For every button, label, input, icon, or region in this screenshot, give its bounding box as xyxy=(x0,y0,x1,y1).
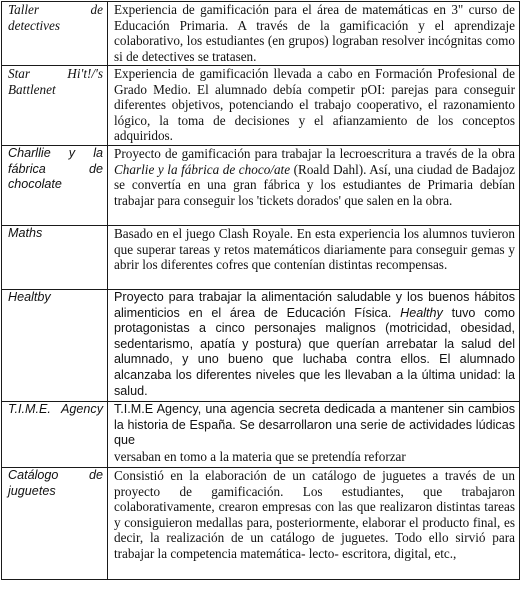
description-text: Proyecto de gamificación para trabajar la lecroescritura a través de la obra xyxy=(114,146,515,161)
experience-name: Catálogo de juguetes xyxy=(2,468,108,580)
experience-name: Charllie y la fábrica de chocolate xyxy=(2,146,108,226)
experience-name: Maths xyxy=(2,226,108,290)
experience-name: T.I.M.E. Agency xyxy=(2,402,108,468)
experience-description xyxy=(108,146,520,226)
experience-description: Experiencia de gamificación para el área de matemáticas en 3" curso de Educación Primaria. A través de la gamificación y el aprendizaje colaborativo, los estudiantes (en grupos) lograban resolver incógnitas como si de detectives se tratasen. xyxy=(108,2,520,66)
table-row xyxy=(2,146,520,226)
description-text: Proyecto para trabajar la alimentación saludable y los buenos hábitos alimenticios en el área de Educación Física. xyxy=(114,290,515,320)
experience-description xyxy=(108,290,520,402)
experience-description: Experiencia de gamificación llevada a cabo en Formación Profesional de Grado Medio. El alumnado debía competir pOI: parejas para conseguir diferentes objetivos, potenciando el trabajo cooperativo, el razonamiento lógico, la toma de decisiones y el afianzamiento de los conceptos adquiridos. xyxy=(108,66,520,146)
experience-name: Star Hi't!/'s Battlenet xyxy=(2,66,108,146)
table-row xyxy=(2,290,520,402)
experience-description xyxy=(108,402,520,468)
description-line: T.I.M.E Agency, una agencia secreta dedicada a mantener sin cambios la historia de España. Se desarrollaron una serie de actividades lúdicas que xyxy=(114,402,515,448)
table-row xyxy=(2,402,520,468)
table-row xyxy=(2,66,520,146)
description-text: tuvo como protagonistas a cinco personajes malignos (motricidad, obesidad, sedentarismo, apatía y postura) que querían arrebatar la salud del alumnado, y uno bueno que luchaba contra ellos. El alumnado alcanzaba los diferentes niveles que les llevaban a la última unidad: la salud. xyxy=(114,305,515,398)
description-line: versaban en tomo a la materia que se pretendía reforzar xyxy=(114,448,406,464)
table-row xyxy=(2,226,520,290)
experience-name: Healtby xyxy=(2,290,108,402)
experiences-table xyxy=(1,1,520,580)
table-row xyxy=(2,2,520,66)
table-row xyxy=(2,468,520,580)
experience-name: Taller de detectives xyxy=(2,2,108,66)
experience-description: Basado en el juego Clash Royale. En esta experiencia los alumnos tuvieron que superar tareas y retos matemáticos diariamente para conseguir gemas y abrir los diferentes cofres que contenían distintas recompensas. xyxy=(108,226,520,290)
book-title: Charlie y la fábrica de choco/ate xyxy=(114,161,291,177)
description-text: (Roald Dahl). Así, una ciudad de Badajoz se convertía en una gran fábrica y los estudiantes de Primaria debían trabajar para conseguir los 'tickets dorados' que salen en la obra. xyxy=(114,161,515,208)
experience-description: Consistió en la elaboración de un catálogo de juguetes a través de un proyecto de gamificación. Los estudiantes, que trabajaron colaborativamente, crearon empresas con las que realizaron distintas tareas y consiguieron medallas para, posteriormente, elaborar el producto final, es decir, la realización de un catálogo de juguetes. Todo ello sirvió para trabajar la competencia matemática- lecto- escritora, digital, etc., xyxy=(108,468,520,580)
project-title: Healthy xyxy=(400,305,443,320)
